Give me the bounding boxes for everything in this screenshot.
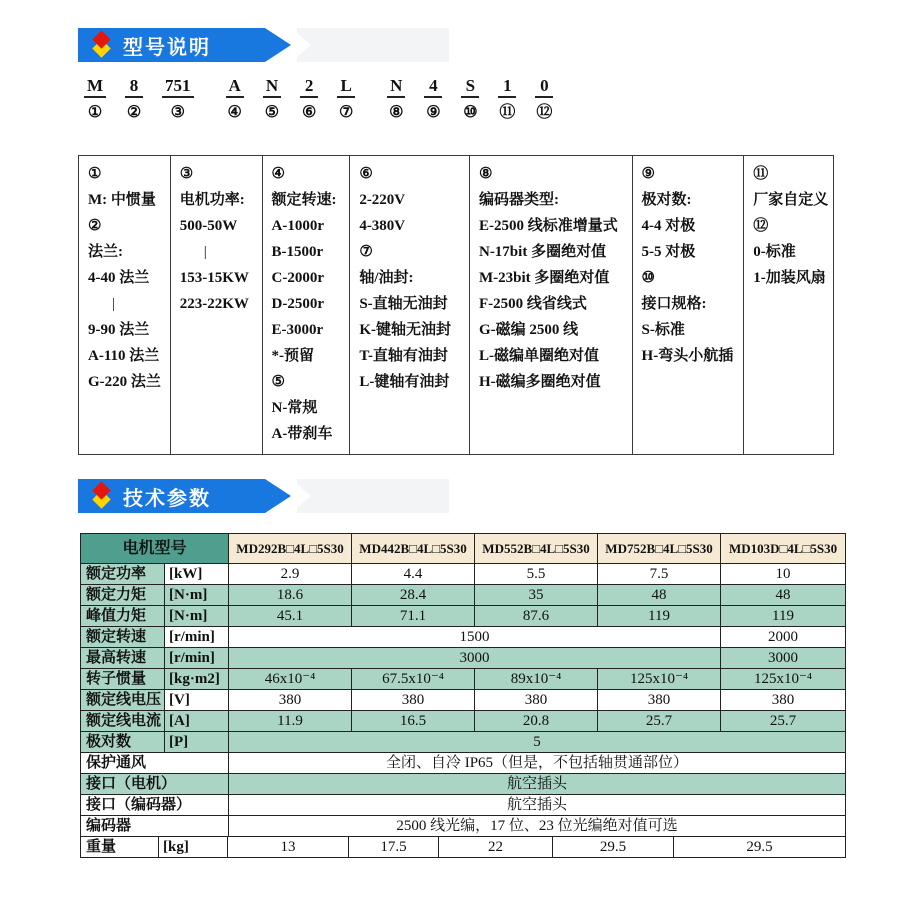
spec-value: 25.7 [598, 711, 721, 732]
legend-line: 编码器类型: [478, 192, 559, 208]
legend-line: L-磁编单圈绝对值 [478, 348, 599, 364]
spec-row [81, 585, 846, 606]
spec-value: 29.5 [553, 837, 674, 858]
spec-model-name: MD103D□4L□5S30 [721, 534, 846, 564]
banner-blue-arrow [78, 479, 265, 513]
legend-line: S-直轴无油封 [359, 296, 448, 312]
legend-line: ⑨ [641, 166, 655, 182]
legend-line: ⑪ [753, 166, 769, 182]
legend-line: *-预留 [271, 348, 315, 364]
spec-value: 20.8 [475, 711, 598, 732]
code-char: 2 [300, 76, 318, 98]
spec-section [80, 533, 845, 858]
spec-row [81, 669, 846, 690]
legend-line: ③ [179, 166, 194, 182]
spec-value: 11.9 [229, 711, 352, 732]
legend-line: D-2500r [271, 296, 325, 312]
legend-line: H-磁编多圈绝对值 [478, 374, 601, 390]
spec-value: 119 [598, 606, 721, 627]
code-position-mark: ⑥ [301, 104, 317, 121]
code-segment [300, 76, 318, 121]
spec-value: 46x10⁻⁴ [229, 669, 352, 690]
spec-value: 5.5 [475, 564, 598, 585]
section-banner-specs [78, 479, 449, 513]
legend-line: 223-22KW [179, 296, 249, 312]
code-segment [84, 76, 106, 121]
spec-row-label: 编码器 [81, 816, 229, 837]
spec-value: 48 [598, 585, 721, 606]
model-code-strip [84, 76, 572, 121]
spec-row-label: 额定转速 [81, 627, 165, 648]
legend-line: M-23bit 多圈绝对值 [478, 270, 610, 286]
spec-row [81, 606, 846, 627]
code-char: A [226, 76, 244, 98]
code-segment [387, 76, 405, 121]
spec-row [81, 690, 846, 711]
legend-line: L-键轴有油封 [359, 374, 450, 390]
legend-column [79, 156, 171, 454]
spec-value: 29.5 [674, 837, 846, 858]
spec-model-name: MD292B□4L□5S30 [229, 534, 352, 564]
legend-line: A-带刹车 [271, 426, 333, 442]
code-position-mark: ① [87, 104, 103, 121]
code-char: 751 [162, 76, 194, 98]
spec-row-label: 极对数 [81, 732, 165, 753]
spec-row-label: 重量 [81, 837, 159, 858]
code-segment [424, 76, 442, 121]
legend-line: B-1500r [271, 244, 324, 260]
code-char: 4 [424, 76, 442, 98]
spec-row-label: 额定线电流 [81, 711, 165, 732]
code-position-mark: ② [126, 104, 142, 121]
spec-value: 7.5 [598, 564, 721, 585]
spec-header-label: 电机型号 [81, 534, 229, 564]
legend-line: G-220 法兰 [88, 374, 161, 390]
code-segment [125, 76, 143, 121]
legend-column [744, 156, 833, 454]
legend-line: ⑥ [359, 166, 373, 182]
spec-value: 2500 线光编，17 位、23 位光编绝对值可选 [229, 816, 846, 837]
spec-row-unit: [V] [165, 690, 229, 711]
legend-line: ④ [271, 166, 285, 182]
spec-value: 5 [229, 732, 846, 753]
diamond-icon [91, 32, 113, 58]
spec-value: 380 [721, 690, 846, 711]
code-position-mark: ⑪ [499, 104, 516, 121]
spec-row [81, 732, 846, 753]
legend-line: 极对数: [641, 192, 692, 208]
legend-line: 153-15KW [179, 270, 249, 286]
code-segment [461, 76, 479, 121]
spec-value: 35 [475, 585, 598, 606]
code-position-mark: ⑦ [338, 104, 354, 121]
spec-value: 125x10⁻⁴ [598, 669, 721, 690]
spec-row-unit: [r/min] [165, 648, 229, 669]
spec-row-label: 接口（电机） [81, 774, 229, 795]
code-position-mark: ④ [227, 104, 242, 121]
legend-line: 轴/油封: [359, 270, 414, 286]
spec-row-unit: [P] [165, 732, 229, 753]
legend-line: ⑧ [478, 166, 493, 182]
spec-value: 380 [598, 690, 721, 711]
legend-line: 4-380V [359, 218, 406, 234]
spec-table-weight-row [80, 836, 846, 858]
code-char: S [461, 76, 479, 98]
code-position-mark: ⑨ [426, 104, 441, 121]
legend-line: N-17bit 多圈绝对值 [478, 244, 607, 260]
legend-line: 1-加装风扇 [753, 270, 826, 286]
legend-column [633, 156, 745, 454]
spec-value: 48 [721, 585, 846, 606]
code-position-mark: ⑧ [389, 104, 404, 121]
legend-line: T-直轴有油封 [359, 348, 448, 364]
legend-line: F-2500 线省线式 [478, 296, 587, 312]
spec-model-name: MD752B□4L□5S30 [598, 534, 721, 564]
spec-row-label: 接口（编码器） [81, 795, 229, 816]
code-char: N [263, 76, 281, 98]
legend-line: 0-标准 [753, 244, 796, 260]
spec-value: 45.1 [229, 606, 352, 627]
code-char: M [84, 76, 106, 98]
spec-row [81, 711, 846, 732]
section-title: 技术参数 [123, 487, 211, 510]
legend-line: 额定转速: [271, 192, 337, 208]
spec-value: 87.6 [475, 606, 598, 627]
spec-row-unit: [kg·m2] [165, 669, 229, 690]
spec-value: 2000 [721, 627, 846, 648]
legend-line: S-标准 [641, 322, 685, 338]
spec-row [81, 837, 846, 858]
legend-line: ⑩ [641, 270, 655, 286]
legend-line: N-常规 [271, 400, 318, 416]
code-segment [263, 76, 281, 121]
diamond-icon [91, 483, 113, 509]
spec-value: 16.5 [352, 711, 475, 732]
spec-row-unit: [A] [165, 711, 229, 732]
spec-value: 17.5 [349, 837, 439, 858]
spec-value: 18.6 [229, 585, 352, 606]
legend-column [263, 156, 351, 454]
code-segment [535, 76, 553, 121]
code-segment [337, 76, 355, 121]
spec-value: 28.4 [352, 585, 475, 606]
spec-row [81, 816, 846, 837]
spec-row [81, 753, 846, 774]
spec-row-label: 保护通风 [81, 753, 229, 774]
spec-value: 航空插头 [229, 795, 846, 816]
spec-row [81, 774, 846, 795]
legend-line: ⑦ [359, 244, 373, 260]
spec-model-name: MD442B□4L□5S30 [352, 534, 475, 564]
spec-row-unit: [kg] [159, 837, 228, 858]
legend-line: ⑤ [271, 374, 285, 390]
spec-value: 380 [475, 690, 598, 711]
banner-chevron-band [297, 28, 449, 62]
legend-column [171, 156, 263, 454]
legend-line: H-弯头小航插 [641, 348, 734, 364]
spec-value: 全闭、自冷 IP65（但是，不包括轴贯通部位） [229, 753, 846, 774]
model-legend-table [78, 155, 834, 455]
legend-line: 法兰: [88, 244, 123, 260]
spec-value: 3000 [229, 648, 721, 669]
legend-line: K-键轴无油封 [359, 322, 451, 338]
banner-blue-arrow [78, 28, 265, 62]
spec-row [81, 648, 846, 669]
spec-value: 67.5x10⁻⁴ [352, 669, 475, 690]
spec-value: 380 [229, 690, 352, 711]
legend-line: ② [88, 218, 102, 234]
legend-line: | [203, 244, 207, 260]
legend-line: A-1000r [271, 218, 325, 234]
spec-row [81, 564, 846, 585]
legend-line: 接口规格: [641, 296, 707, 312]
spec-table [80, 533, 846, 837]
legend-line: 500-50W [179, 218, 238, 234]
spec-value: 71.1 [352, 606, 475, 627]
spec-value: 10 [721, 564, 846, 585]
spec-value: 13 [228, 837, 349, 858]
banner-arrow-tip [265, 479, 291, 513]
spec-row-unit: [kW] [165, 564, 229, 585]
legend-line: 4-4 对极 [641, 218, 696, 234]
spec-row-unit: [N·m] [165, 606, 229, 627]
banner-arrow-tip [265, 28, 291, 62]
spec-value: 4.4 [352, 564, 475, 585]
section-banner-model [78, 28, 449, 62]
code-segment [226, 76, 244, 121]
code-position-mark: ③ [170, 104, 185, 121]
spec-row-label: 额定力矩 [81, 585, 165, 606]
code-char: L [337, 76, 355, 98]
legend-line: M: 中惯量 [88, 192, 156, 208]
code-position-mark: ⑫ [536, 104, 553, 121]
code-char: N [387, 76, 405, 98]
spec-row-label: 额定功率 [81, 564, 165, 585]
code-segment [498, 76, 516, 121]
code-position-mark: ⑤ [264, 104, 280, 121]
spec-value: 119 [721, 606, 846, 627]
spec-header-row [81, 534, 846, 564]
legend-line: | [112, 296, 116, 312]
code-segment [162, 76, 194, 121]
spec-value: 25.7 [721, 711, 846, 732]
spec-row [81, 627, 846, 648]
legend-line: E-3000r [271, 322, 324, 338]
legend-line: 9-90 法兰 [88, 322, 150, 338]
spec-value: 22 [439, 837, 553, 858]
legend-line: 5-5 对极 [641, 244, 696, 260]
legend-column [350, 156, 470, 454]
spec-row [81, 795, 846, 816]
spec-model-name: MD552B□4L□5S30 [475, 534, 598, 564]
legend-line: 电机功率: [179, 192, 245, 208]
spec-value: 89x10⁻⁴ [475, 669, 598, 690]
legend-line: 4-40 法兰 [88, 270, 150, 286]
legend-line: 厂家自定义 [753, 192, 829, 208]
legend-line: ⑫ [753, 218, 769, 234]
legend-line: 2-220V [359, 192, 406, 208]
legend-column [470, 156, 633, 454]
spec-value: 3000 [721, 648, 846, 669]
code-char: 1 [498, 76, 516, 98]
spec-row-label: 转子惯量 [81, 669, 165, 690]
code-char: 0 [535, 76, 553, 98]
spec-row-unit: [r/min] [165, 627, 229, 648]
spec-row-label: 额定线电压 [81, 690, 165, 711]
spec-value: 2.9 [229, 564, 352, 585]
banner-chevron-band [297, 479, 449, 513]
legend-line: C-2000r [271, 270, 325, 286]
spec-value: 航空插头 [229, 774, 846, 795]
code-position-mark: ⑩ [463, 104, 478, 121]
spec-row-label: 最高转速 [81, 648, 165, 669]
spec-value: 1500 [229, 627, 721, 648]
code-char: 8 [125, 76, 143, 98]
legend-line: E-2500 线标准增量式 [478, 218, 618, 234]
section-title: 型号说明 [123, 36, 211, 59]
spec-value: 380 [352, 690, 475, 711]
legend-line: ① [88, 166, 102, 182]
spec-value: 125x10⁻⁴ [721, 669, 846, 690]
legend-line: A-110 法兰 [88, 348, 160, 364]
legend-line: G-磁编 2500 线 [478, 322, 579, 338]
spec-row-unit: [N·m] [165, 585, 229, 606]
spec-row-label: 峰值力矩 [81, 606, 165, 627]
